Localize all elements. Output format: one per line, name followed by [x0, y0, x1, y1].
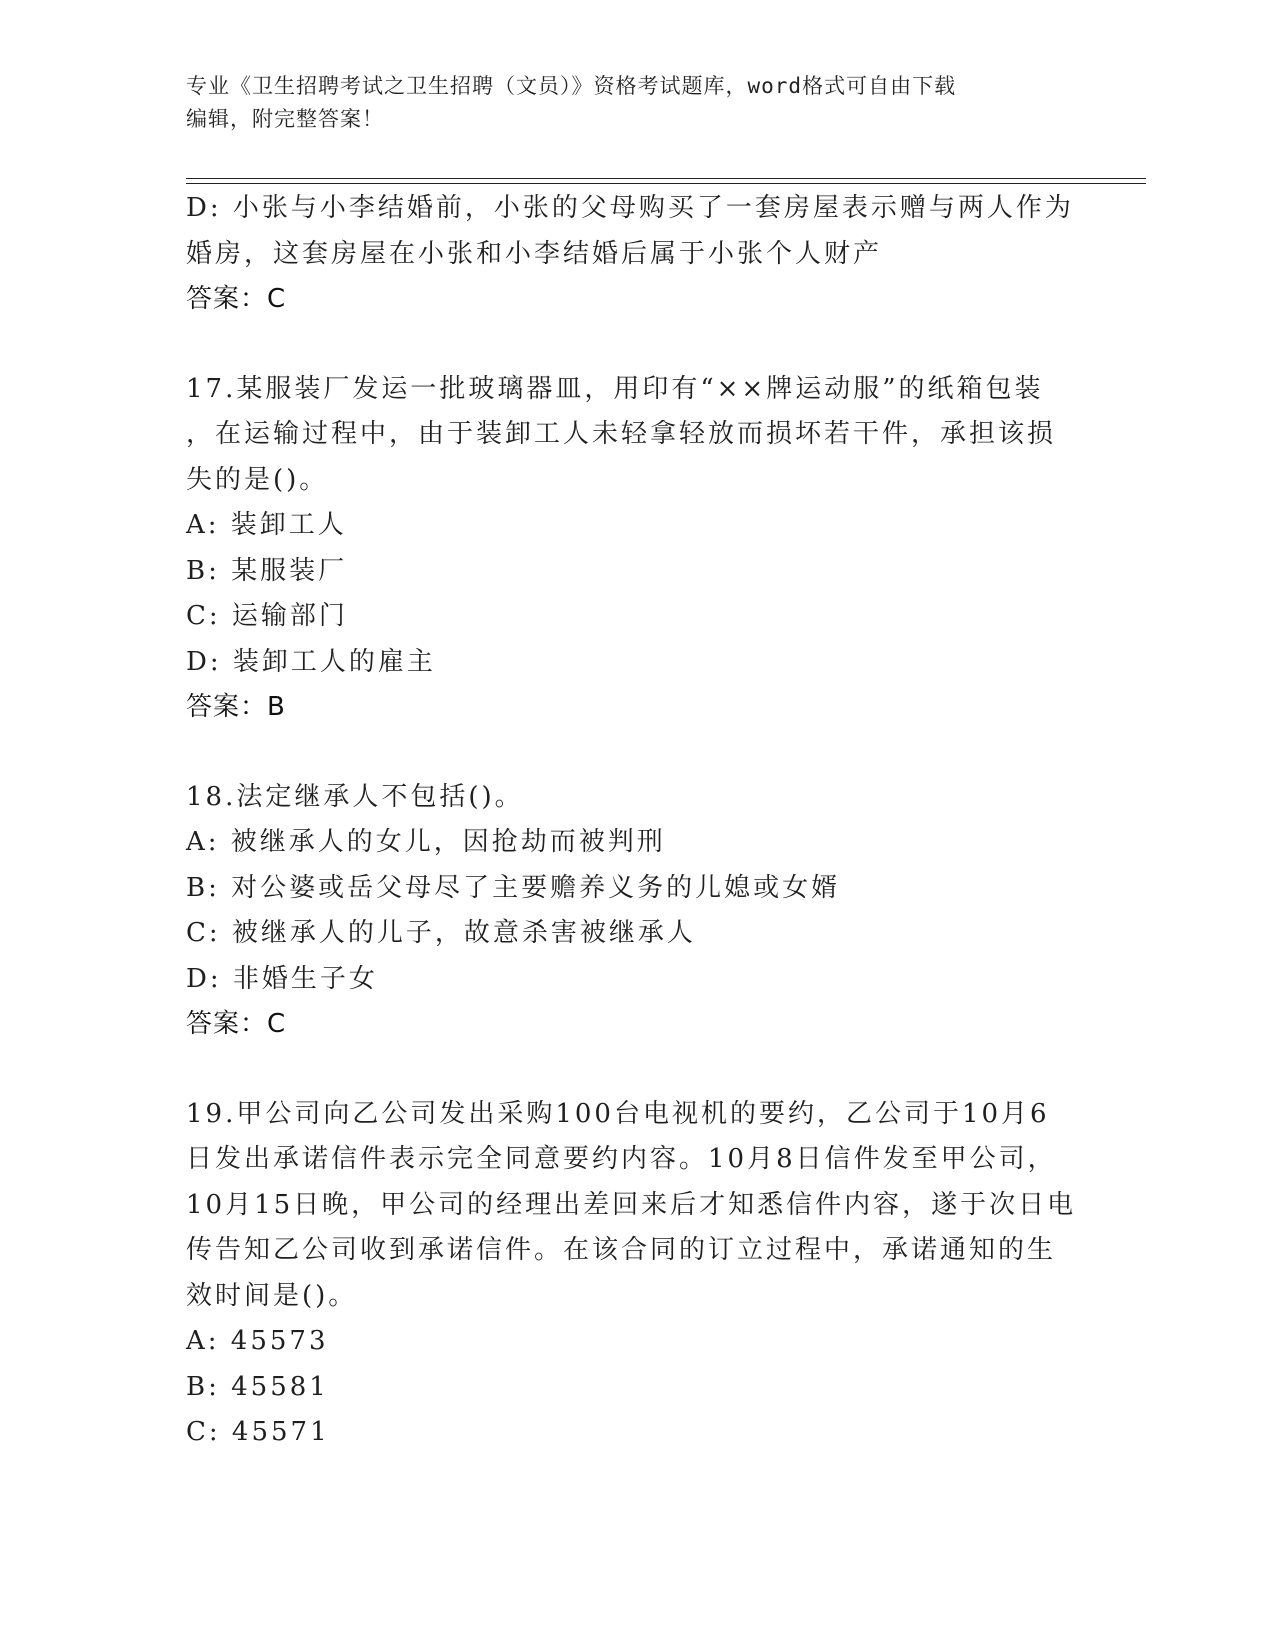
question-stem-line: 传告知乙公司收到承诺信件。在该合同的订立过程中，承诺通知的生: [186, 1235, 1057, 1265]
option-b: B: 对公婆或岳父母尽了主要赡养义务的儿媳或女婿: [186, 872, 841, 903]
answer-line: 答案：B: [186, 692, 286, 722]
option-c: C: 运输部门: [186, 601, 348, 631]
question-stem-line: 19.甲公司向乙公司发出采购100台电视机的要约，乙公司于10月6: [186, 1098, 1050, 1129]
question-line: 婚房，这套房屋在小张和小李结婚后属于小张个人财产: [186, 238, 883, 269]
answer-line: 答案：C: [186, 284, 287, 314]
question-content: [186, 186, 1086, 1456]
answer-line: 答案：C: [186, 1009, 287, 1039]
option-d: D: 非婚生子女: [186, 963, 378, 994]
block-spacer: [186, 731, 1086, 775]
header-rule-bottom: [186, 183, 1146, 184]
question-stem-line: 10月15日晚，甲公司的经理出差回来后才知悉信件内容，遂于次日电: [186, 1189, 1077, 1220]
header-rule-top: [186, 178, 1146, 179]
block-spacer: [186, 323, 1086, 367]
question-stem-line: ，在运输过程中，由于装卸工人未轻拿轻放而损坏若干件，承担该损: [186, 419, 1057, 449]
option-a: A: 被继承人的女儿，因抢劫而被判刑: [186, 827, 666, 857]
option-d: D: 装卸工人的雇主: [186, 646, 436, 677]
question-stem-line: 失的是()。: [186, 464, 329, 495]
header-line-1: 专业《卫生招聘考试之卫生招聘（文员）》资格考试题库，word格式可自由下载: [186, 74, 957, 98]
question-stem-line: 18.法定继承人不包括()。: [186, 781, 524, 812]
option-c: C: 45571: [186, 1417, 330, 1447]
question-stem-line: 效时间是()。: [186, 1280, 358, 1311]
option-b: B: 某服装厂: [186, 555, 348, 586]
question-block: [186, 775, 1086, 1048]
question-block: [186, 367, 1086, 731]
question-stem-line: 17.某服装厂发运一批玻璃器皿，用印有“××牌运动服”的纸箱包装: [186, 373, 1044, 404]
question-block: [186, 186, 1086, 323]
question-line: D: 小张与小李结婚前，小张的父母购买了一套房屋表示赠与两人作为: [186, 193, 1074, 223]
block-spacer: [186, 1048, 1086, 1092]
document-header: [186, 70, 1066, 136]
question-block: [186, 1092, 1086, 1456]
option-a: A: 45573: [186, 1326, 329, 1356]
option-a: A: 装卸工人: [186, 510, 347, 540]
header-line-2: 编辑，附完整答案！: [186, 107, 384, 131]
option-b: B: 45581: [186, 1371, 329, 1402]
question-stem-line: 日发出承诺信件表示完全同意要约内容。10月8日信件发至甲公司，: [186, 1144, 1057, 1174]
option-c: C: 被继承人的儿子，故意杀害被继承人: [186, 918, 696, 948]
